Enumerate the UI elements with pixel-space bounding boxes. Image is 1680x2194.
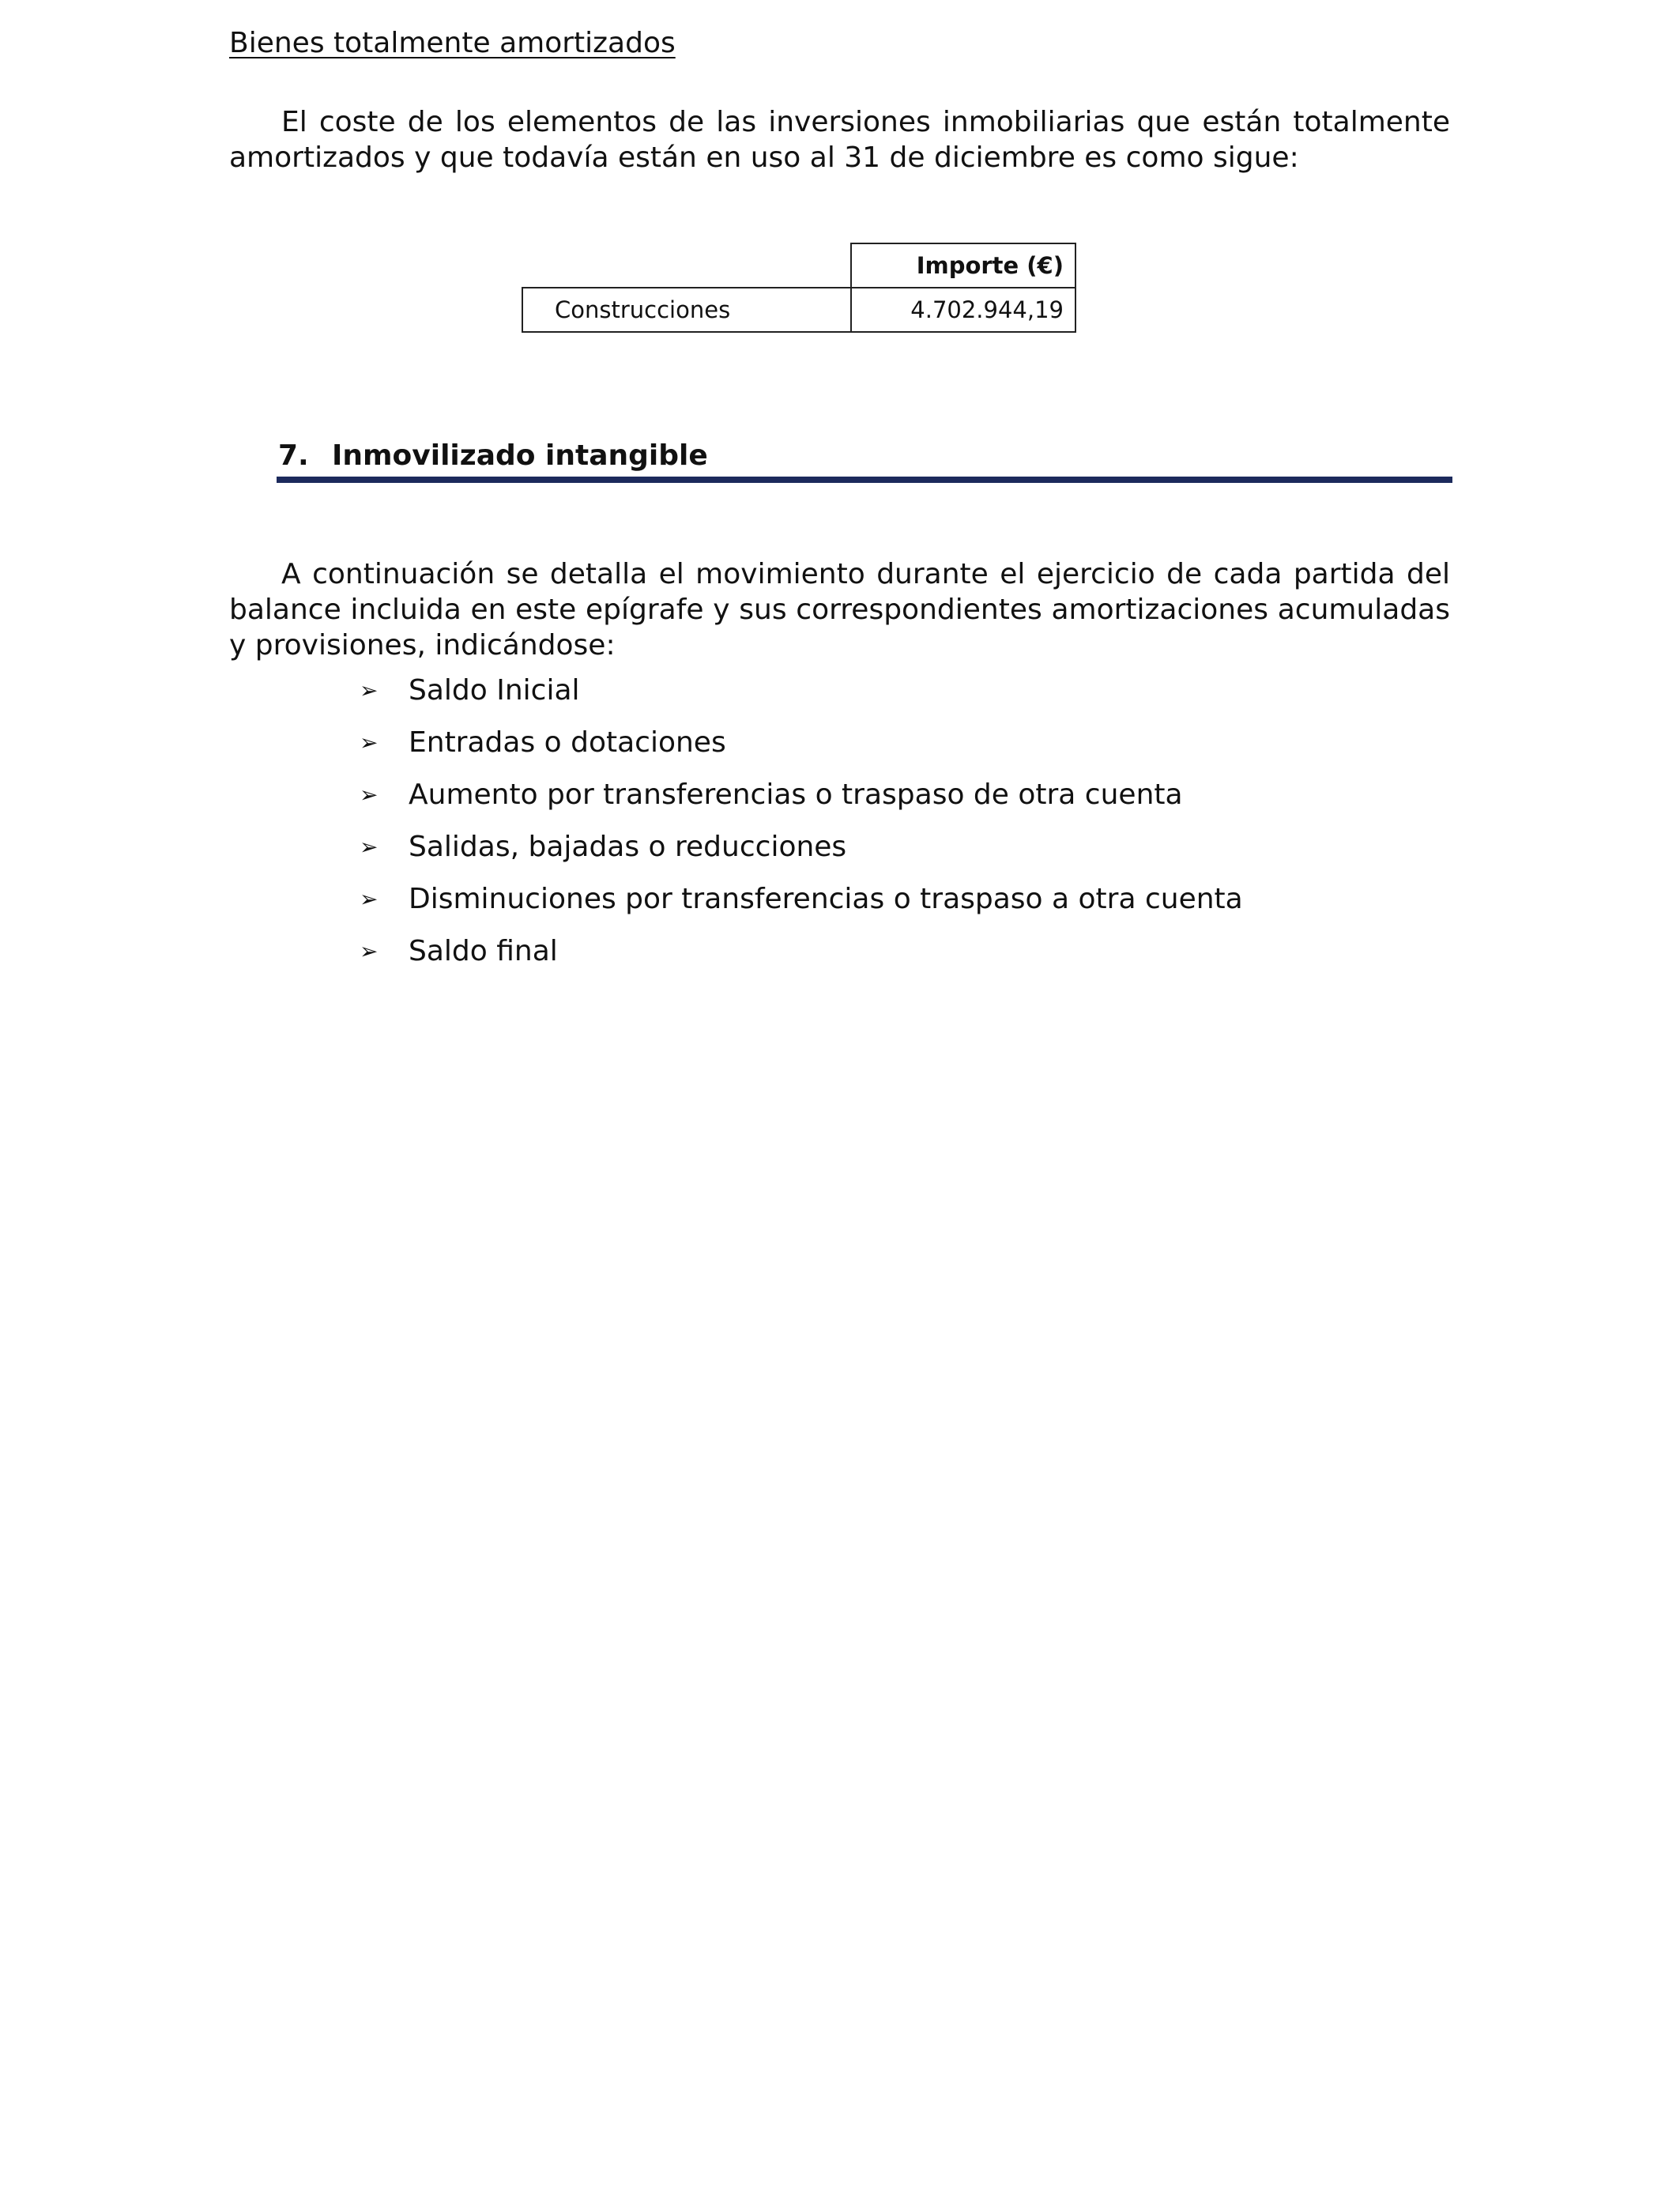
arrowhead-bullet-icon: ➢ [360,834,379,860]
movement-list [360,673,1243,986]
intro-paragraph-text: El coste de los elementos de las inversiones inmobiliarias que están totalmente amortizados y que todavía están en uso al 31 de diciembre es como sigue: [229,106,1450,174]
arrowhead-bullet-icon: ➢ [360,677,379,703]
arrowhead-bullet-icon: ➢ [360,938,379,964]
list-item: ➢ Saldo Inicial [360,674,580,707]
section-divider [277,477,1452,483]
arrowhead-bullet-icon: ➢ [360,782,379,808]
table-column-header: Importe (€) [851,243,1075,288]
list-item: ➢ Disminuciones por transferencias o traspaso a otra cuenta [360,883,1243,915]
list-item: ➢ Salidas, bajadas o reducciones [360,831,847,863]
table-row [522,288,1075,332]
table-header-row [522,243,1075,288]
detail-paragraph-text: A continuación se detalla el movimiento durante el ejercicio de cada partida del balance incluida en este epígrafe y sus correspondientes amortizaciones acumuladas y provisiones, indicándose: [229,558,1450,662]
arrowhead-bullet-icon: ➢ [360,729,379,756]
section-title: Inmovilizado intangible [332,439,708,472]
intro-paragraph [229,104,1450,175]
amortized-assets-table [522,243,1076,333]
list-item: ➢ Saldo final [360,935,558,967]
section-number: 7. [278,439,309,472]
subsection-title: Bienes totalmente amortizados [229,27,676,59]
table-header-blank-cell [522,243,851,288]
detail-paragraph [229,556,1450,663]
table-row-label: Construcciones [522,288,851,332]
table-row-value: 4.702.944,19 [851,288,1075,332]
list-item: ➢ Entradas o dotaciones [360,726,726,759]
section-heading [278,439,708,472]
arrowhead-bullet-icon: ➢ [360,886,379,912]
list-item: ➢ Aumento por transferencias o traspaso de otra cuenta [360,778,1183,811]
